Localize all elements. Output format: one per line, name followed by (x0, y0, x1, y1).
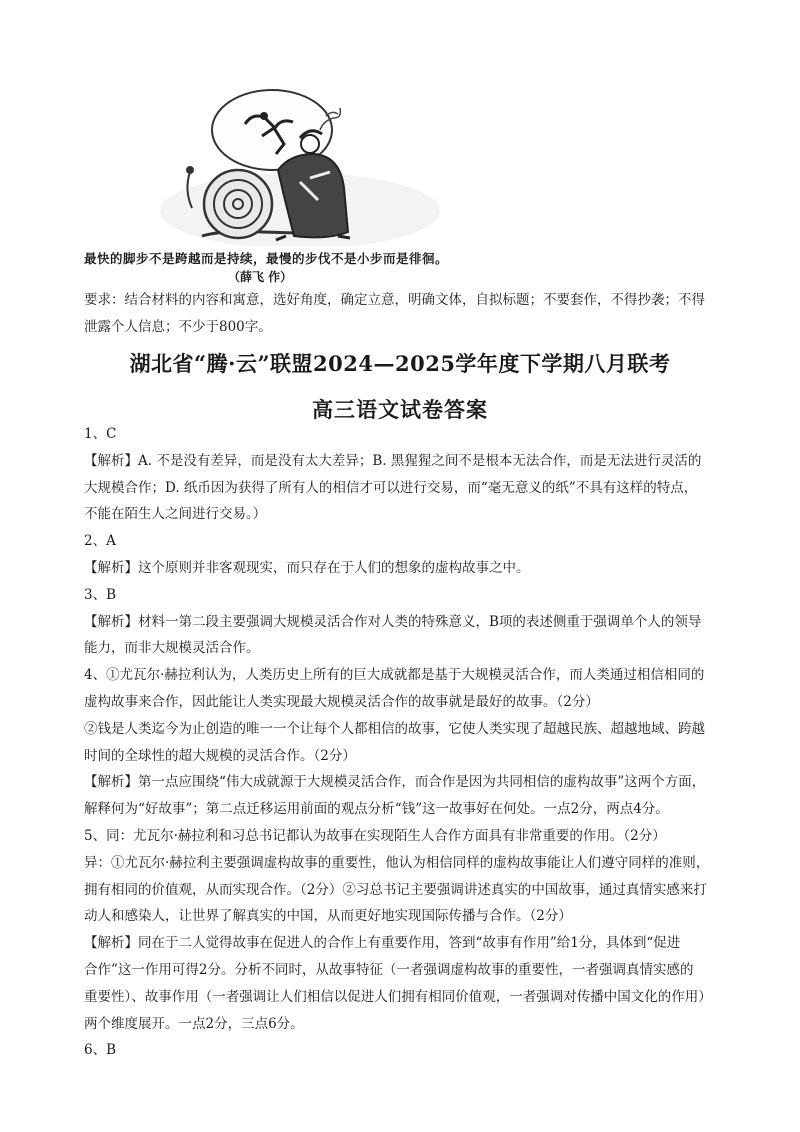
answer-line: 动人和感染人，让世界了解真实的中国，从而更好地实现国际传播与合作。（2分） (84, 908, 572, 925)
answer-line: 6、B (84, 1042, 117, 1059)
answer-line: 3、B (84, 586, 117, 603)
answer-line: ②钱是人类迄今为止创造的唯一一个让每个人都相信的故事，它使人类实现了超越民族、超越地域、跨越 (84, 720, 705, 737)
requirement-line: 要求：结合材料的内容和寓意，选好角度，确定立意，明确文体，自拟标题；不要套作，不得抄袭；不得 (84, 292, 705, 308)
answer-line: 【解析】材料一第二段主要强调大规模灵活合作对人类的特殊意义，B项的表述侧重于强调单个人的领导 (84, 613, 702, 630)
answer-line: 【解析】同在于二人觉得故事在促进人的合作上有重要作用，答到“故事有作用”给1分，具体到“促进 (84, 935, 681, 952)
cartoon-author: （薛飞 作） (228, 270, 293, 284)
cartoon-illustration (150, 86, 500, 246)
answer-line: 1、C (84, 426, 117, 442)
answer-line: 异：①尤瓦尔·赫拉利主要强调虚构故事的重要性，他认为相信同样的虚构故事能让人们遵守同样的准则， (84, 854, 710, 871)
answer-line: 5、同：尤瓦尔·赫拉利和习总书记都认为故事在实现陌生人合作方面具有非常重要的作用。（2分） (84, 827, 666, 844)
answer-line: 【解析】第一点应围绕“伟大成就源于大规模灵活合作，而合作是因为共同相信的虚构故事”这两个方面， (84, 774, 706, 791)
essay-requirement (84, 287, 724, 341)
answer-line: 重要性）、故事作用（一者强调让人们相信以促进人们拥有相同价值观，一者强调对传播中国文化的作用） (84, 988, 712, 1005)
answer-line: 解释何为“好故事”；第二点迁移运用前面的观点分析“钱”这一故事好在何处。一点2分，两点4分。 (84, 801, 669, 818)
answer-key-title: 高三语文试卷答案 (312, 397, 488, 422)
requirement-line: 泄露个人信息；不少于800字。 (84, 319, 272, 335)
answer-list (84, 421, 724, 1064)
answer-line: 两个维度展开。一点2分，三点6分。 (84, 1015, 304, 1032)
answer-line: 能力，而非大规模灵活合作。 (84, 640, 260, 657)
answer-line: 拥有相同的价值观，从而实现合作。（2分）②习总书记主要强调讲述真实的中国故事，通过真情实感来打 (84, 881, 707, 898)
answer-line: 虚构故事来合作，因此能让人类实现最大规模灵活合作的故事就是最好的故事。（2分） (84, 693, 599, 710)
answer-line: 【解析】这个原则并非客观现实，而只存在于人们的想象的虚构故事之中。 (84, 559, 530, 576)
answer-line: 2、A (84, 533, 116, 550)
answer-line: 时间的全球性的超大规模的灵活合作。（2分） (84, 747, 356, 764)
answer-line: 大规模合作；D. 纸币因为获得了所有人的相信才可以进行交易，而“毫无意义的纸”不具有这样的特点， (84, 479, 698, 496)
exam-title: 湖北省“腾·云”联盟2024—2025学年度下学期八月联考 (129, 351, 671, 376)
answer-line: 合作”这一作用可得2分。分析不同时，从故事特征（一者强调虚构故事的重要性，一者强调真情实感的 (84, 961, 694, 978)
answer-line: 【解析】A. 不是没有差异，而是没有太大差异；B. 黑猩猩之间不是根本无法合作，而是无法进行灵活的 (84, 452, 702, 469)
answer-line: 不能在陌生人之间进行交易。） (84, 506, 267, 523)
cartoon-caption: 最快的脚步不是跨越而是持续，最慢的步伐不是小步而是徘徊。 (84, 251, 449, 266)
answer-line: 4、①尤瓦尔·赫拉利认为，人类历史上所有的巨大成就都是基于大规模灵活合作，而人类通过相信相同的 (84, 667, 705, 684)
